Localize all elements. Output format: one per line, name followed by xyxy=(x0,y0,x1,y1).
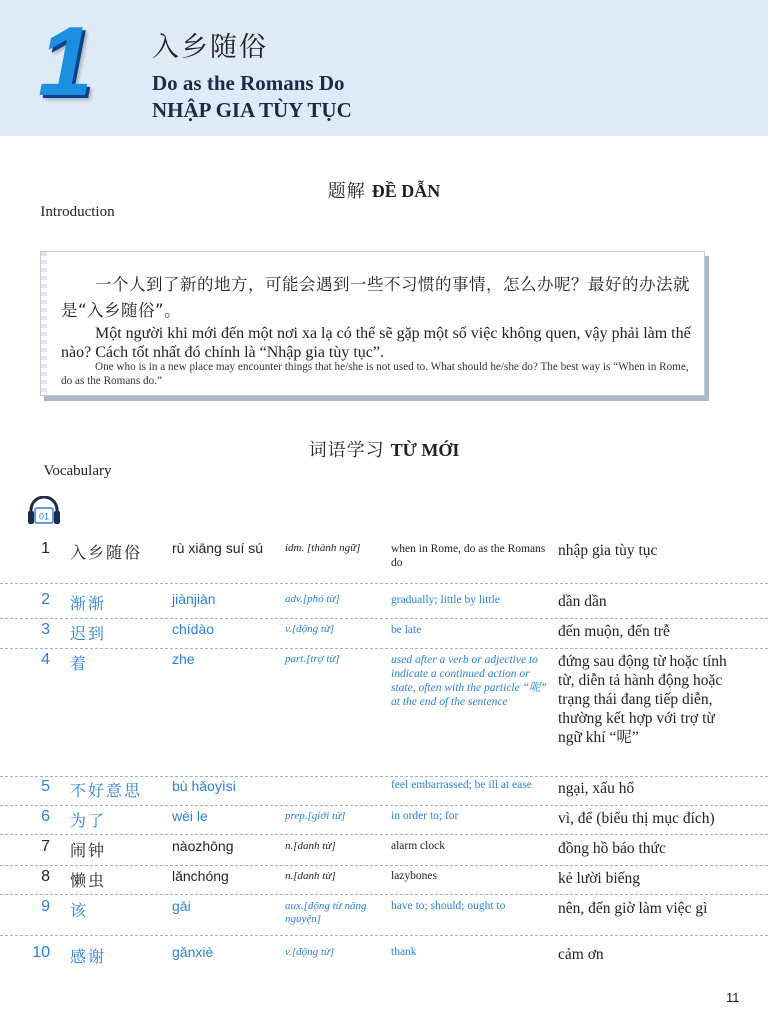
word-pinyin: rù xiāng suí sú xyxy=(172,540,264,556)
word-english: have to; should; ought to xyxy=(391,900,506,912)
word-english: used after a verb or adjective to indicate a continued action or state, often with the particle “呢” at the end of the sentence xyxy=(391,654,547,708)
word-pinyin: lǎnchóng xyxy=(172,868,229,884)
word-part-of-speech: v.[động từ] xyxy=(285,623,335,635)
word-vietnamese: ngại, xấu hổ xyxy=(558,780,635,797)
introduction-heading-english: Introduction xyxy=(40,203,115,220)
word-number: 8 xyxy=(41,868,50,885)
audio-track-number: 01 xyxy=(38,511,50,522)
word-part-of-speech: n.[danh từ] xyxy=(285,840,336,852)
word-chinese: 懒虫 xyxy=(70,871,107,890)
word-vietnamese: nên, đến giờ làm việc gì xyxy=(558,900,708,917)
lesson-number: 1 xyxy=(38,6,93,116)
word-number: 5 xyxy=(41,778,50,795)
word-pinyin: nàozhōng xyxy=(172,838,234,854)
headphones-icon xyxy=(27,496,61,526)
word-number: 3 xyxy=(41,621,50,638)
word-number: 4 xyxy=(41,651,50,668)
word-part-of-speech: prep.[giới từ] xyxy=(285,810,346,822)
word-number: 2 xyxy=(41,591,50,608)
introduction-text-vietnamese: Một người khi mới đến một nơi xa lạ có thể sẽ gặp một số việc không quen, vậy phải làm thế nào? Cách tốt nhất đó chính là “Nhập gia tùy tục”. xyxy=(61,325,691,361)
headphones-audio-icon[interactable] xyxy=(27,496,61,526)
vocabulary-heading xyxy=(0,441,768,480)
introduction-heading-vietnamese: ĐỀ DẪN xyxy=(371,181,441,201)
introduction-heading xyxy=(0,182,768,221)
word-vietnamese: dần dần xyxy=(558,593,607,610)
word-english: thank xyxy=(391,946,417,958)
page-number: 11 xyxy=(726,990,740,1005)
word-pinyin: bù hǎoyìsi xyxy=(172,778,236,794)
word-number: 9 xyxy=(41,898,50,915)
lesson-title-vietnamese: NHẬP GIA TÙY TỤC xyxy=(152,98,352,122)
word-vietnamese: nhập gia tùy tục xyxy=(558,542,658,559)
word-pinyin: chídào xyxy=(172,621,215,637)
word-number: 10 xyxy=(32,944,50,961)
table-row xyxy=(0,808,768,835)
table-row xyxy=(0,778,768,806)
introduction-text-chinese: 一个人到了新的地方，可能会遇到一些不习惯的事情，怎么办呢？最好的办法就是“入乡随俗”。 xyxy=(61,275,690,320)
word-vietnamese: kẻ lười biếng xyxy=(558,870,641,887)
word-english: alarm clock xyxy=(391,840,445,852)
word-chinese: 闹钟 xyxy=(70,841,107,860)
word-part-of-speech: idm. [thành ngữ] xyxy=(285,542,361,554)
word-part-of-speech: part.[trợ từ] xyxy=(285,653,340,665)
word-part-of-speech: n.[danh từ] xyxy=(285,870,336,882)
table-row xyxy=(0,868,768,895)
word-pinyin: zhe xyxy=(172,651,195,667)
word-chinese: 渐渐 xyxy=(70,594,107,613)
vocabulary-heading-english: Vocabulary xyxy=(43,462,112,479)
word-vietnamese: cảm ơn xyxy=(558,946,604,963)
lesson-title-chinese: 入乡随俗 xyxy=(152,32,268,63)
word-english: when in Rome, do as the Romans do xyxy=(391,543,546,569)
word-part-of-speech: aux.[động từ năng nguyện] xyxy=(285,900,367,925)
table-row xyxy=(0,651,768,777)
word-vietnamese: vì, để (biểu thị mục đích) xyxy=(558,810,715,827)
word-number: 1 xyxy=(41,540,50,557)
word-pinyin: gǎnxiè xyxy=(172,944,214,960)
word-english: feel embarrassed; be ill at ease xyxy=(391,779,532,791)
word-number: 6 xyxy=(41,808,50,825)
word-vietnamese: đồng hồ báo thức xyxy=(558,840,666,857)
lesson-title-english: Do as the Romans Do xyxy=(152,71,345,95)
word-chinese: 入乡随俗 xyxy=(70,543,143,562)
word-vietnamese: đứng sau động từ hoặc tính từ, diễn tả hành động hoặc trạng thái đang tiếp diễn, thường kết hợp với trợ từ ngữ khí “呢” xyxy=(558,653,727,746)
table-row xyxy=(0,591,768,619)
table-row xyxy=(0,898,768,936)
introduction-box xyxy=(40,251,705,396)
vocabulary-heading-chinese: 词语学习 xyxy=(308,440,385,461)
word-pinyin: wèi le xyxy=(172,808,208,824)
word-chinese: 为了 xyxy=(70,811,107,830)
word-chinese: 迟到 xyxy=(70,624,107,643)
word-english: be late xyxy=(391,624,422,636)
table-row xyxy=(0,838,768,866)
word-chinese: 该 xyxy=(70,901,89,920)
lesson-header-band xyxy=(0,0,768,136)
word-part-of-speech: adv.[phó từ] xyxy=(285,593,340,605)
table-row xyxy=(0,540,768,584)
introduction-heading-chinese: 题解 xyxy=(327,181,366,202)
word-number: 7 xyxy=(41,838,50,855)
word-chinese: 不好意思 xyxy=(70,781,143,800)
introduction-text-english: One who is in a new place may encounter things that he/she is not used to. What should he/she do? The best way is “When in Rome, do as the Romans do.” xyxy=(61,361,689,387)
vocabulary-heading-vietnamese: TỪ MỚI xyxy=(390,440,460,460)
table-row xyxy=(0,944,768,972)
word-vietnamese: đến muộn, đến trễ xyxy=(558,623,670,640)
table-row xyxy=(0,621,768,649)
word-english: in order to; for xyxy=(391,810,459,822)
word-pinyin: gāi xyxy=(172,898,191,914)
word-english: lazybones xyxy=(391,870,437,882)
word-chinese: 感谢 xyxy=(70,947,107,966)
word-part-of-speech: v.[động từ] xyxy=(285,946,335,958)
word-english: gradually; little by little xyxy=(391,594,500,606)
word-pinyin: jiànjiàn xyxy=(172,591,216,607)
word-chinese: 着 xyxy=(70,654,89,673)
